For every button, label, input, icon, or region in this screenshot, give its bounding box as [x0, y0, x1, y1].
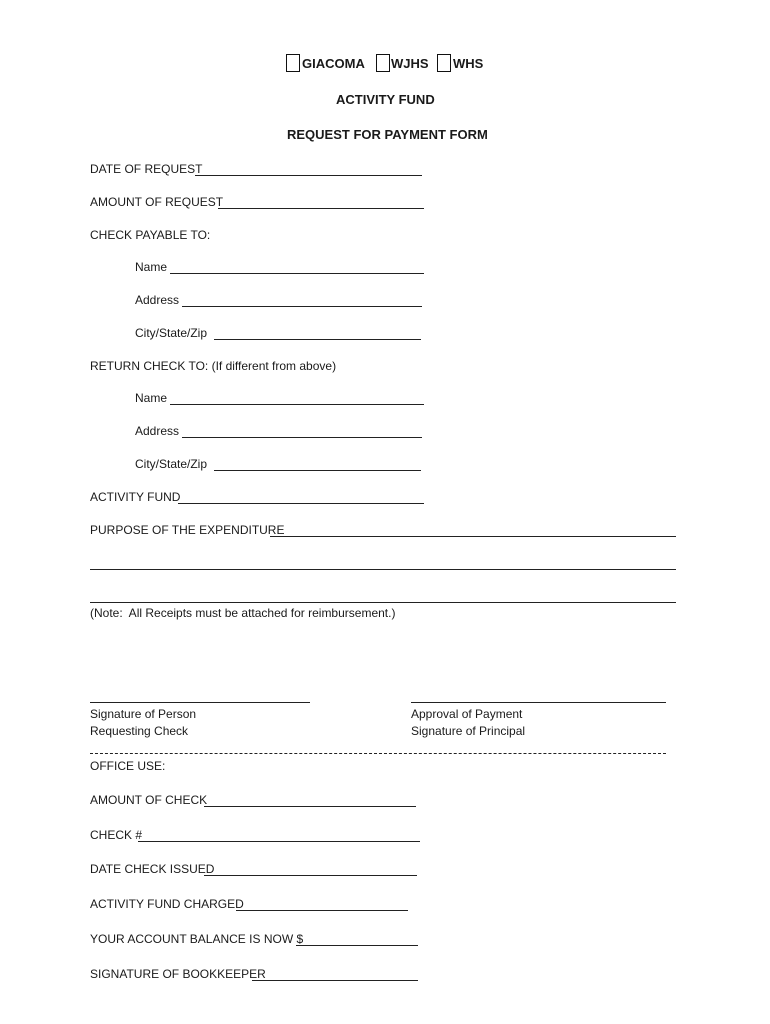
- check-number-label: CHECK #: [90, 828, 143, 842]
- payable-name-label: Name: [135, 260, 168, 274]
- amount-of-check-label: AMOUNT OF CHECK: [90, 793, 208, 807]
- giacoma-label: GIACOMA: [302, 56, 365, 71]
- check-payable-label: CHECK PAYABLE TO:: [90, 228, 211, 242]
- wjhs-label: WJHS: [391, 56, 429, 71]
- form-title: ACTIVITY FUND: [336, 92, 435, 107]
- amount-of-check-field[interactable]: [204, 806, 416, 807]
- activity-fund-charged-label: ACTIVITY FUND CHARGED: [90, 897, 244, 911]
- office-use-label: OFFICE USE:: [90, 759, 166, 773]
- return-name-field[interactable]: [170, 404, 424, 405]
- office-divider: [90, 753, 666, 754]
- account-balance-label: YOUR ACCOUNT BALANCE IS NOW $: [90, 932, 304, 946]
- whs-label: WHS: [453, 56, 484, 71]
- activity-fund-label: ACTIVITY FUND: [90, 490, 181, 504]
- principal-signature-line[interactable]: [411, 702, 666, 703]
- approval-label-1: Approval of Payment: [411, 707, 523, 721]
- payable-city-field[interactable]: [214, 339, 421, 340]
- date-of-request-label: DATE OF REQUEST: [90, 162, 203, 176]
- date-check-issued-label: DATE CHECK ISSUED: [90, 862, 215, 876]
- amount-of-request-label: AMOUNT OF REQUEST: [90, 195, 224, 209]
- account-balance-field[interactable]: [296, 945, 418, 946]
- requester-signature-line[interactable]: [90, 702, 310, 703]
- return-address-label: Address: [135, 424, 180, 438]
- return-address-field[interactable]: [182, 437, 422, 438]
- purpose-label: PURPOSE OF THE EXPENDITURE: [90, 523, 285, 537]
- payable-address-field[interactable]: [182, 306, 422, 307]
- giacoma-checkbox[interactable]: [286, 54, 300, 72]
- receipts-note: (Note: All Receipts must be attached for reimbursement.): [90, 606, 396, 620]
- purpose-field-line-3[interactable]: [90, 602, 676, 603]
- payable-name-field[interactable]: [170, 273, 424, 274]
- wjhs-checkbox[interactable]: [376, 54, 390, 72]
- activity-fund-charged-field[interactable]: [236, 910, 408, 911]
- bookkeeper-signature-label: SIGNATURE OF BOOKKEEPER: [90, 967, 266, 981]
- date-of-request-field[interactable]: [195, 175, 422, 176]
- return-check-label: RETURN CHECK TO: (If different from above): [90, 359, 337, 373]
- purpose-field-line-1[interactable]: [270, 536, 676, 537]
- bookkeeper-signature-field[interactable]: [252, 980, 418, 981]
- payable-city-label: City/State/Zip: [135, 326, 208, 340]
- return-name-label: Name: [135, 391, 168, 405]
- return-city-field[interactable]: [214, 470, 421, 471]
- requester-signature-label-2: Requesting Check: [90, 724, 189, 738]
- purpose-field-line-2[interactable]: [90, 569, 676, 570]
- activity-fund-field[interactable]: [178, 503, 424, 504]
- whs-checkbox[interactable]: [437, 54, 451, 72]
- approval-label-2: Signature of Principal: [411, 724, 526, 738]
- requester-signature-label-1: Signature of Person: [90, 707, 197, 721]
- date-check-issued-field[interactable]: [204, 875, 417, 876]
- amount-of-request-field[interactable]: [218, 208, 424, 209]
- payable-address-label: Address: [135, 293, 180, 307]
- check-number-field[interactable]: [138, 841, 420, 842]
- form-subtitle: REQUEST FOR PAYMENT FORM: [287, 127, 488, 142]
- return-city-label: City/State/Zip: [135, 457, 208, 471]
